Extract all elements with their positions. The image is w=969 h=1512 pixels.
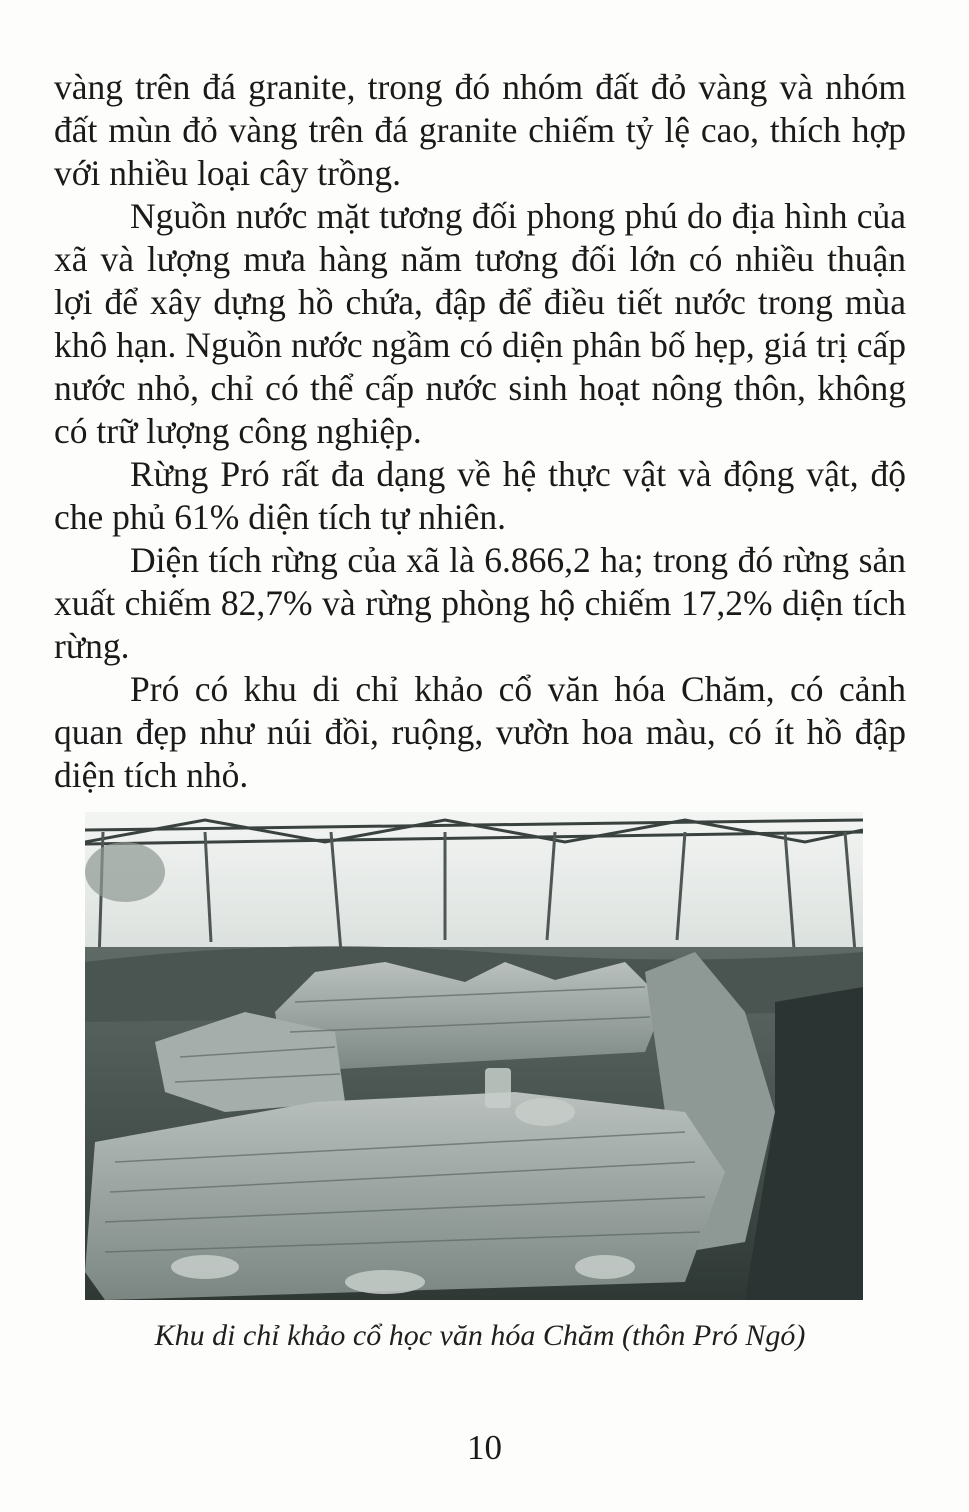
paragraph-cham-site: Pró có khu di chỉ khảo cổ văn hóa Chăm, có cảnh quan đẹp như núi đồi, ruộng, vườn hoa màu, có ít hồ đập diện tích nhỏ. [54,669,906,795]
archaeological-site-photo [85,812,863,1300]
paragraph-water-sources: Nguồn nước mặt tương đối phong phú do địa hình của xã và lượng mưa hàng năm tương đối lớn có nhiều thuận lợi để xây dựng hồ chứa, đập để điều tiết nước trong mùa khô hạn. Nguồn nước ngầm có diện phân bố hẹp, giá trị cấp nước nhỏ, chỉ có thể cấp nước sinh hoạt nông thôn, không có trữ lượng công nghiệp. [54,196,906,451]
body-text [54,66,906,797]
paragraph-soil-continued: vàng trên đá granite, trong đó nhóm đất đỏ vàng và nhóm đất mùn đỏ vàng trên đá granite chiếm tỷ lệ cao, thích hợp với nhiều loại cây trồng. [54,67,906,193]
photo-caption: Khu di chỉ khảo cổ học văn hóa Chăm (thôn Pró Ngó) [154,1319,806,1352]
paragraph-forest-biodiversity: Rừng Pró rất đa dạng về hệ thực vật và động vật, độ che phủ 61% diện tích tự nhiên. [54,454,906,537]
page-number: 10 [467,1428,502,1467]
paragraph-forest-area: Diện tích rừng của xã là 6.866,2 ha; trong đó rừng sản xuất chiếm 82,7% và rừng phòng hộ chiếm 17,2% diện tích rừng. [54,540,906,666]
